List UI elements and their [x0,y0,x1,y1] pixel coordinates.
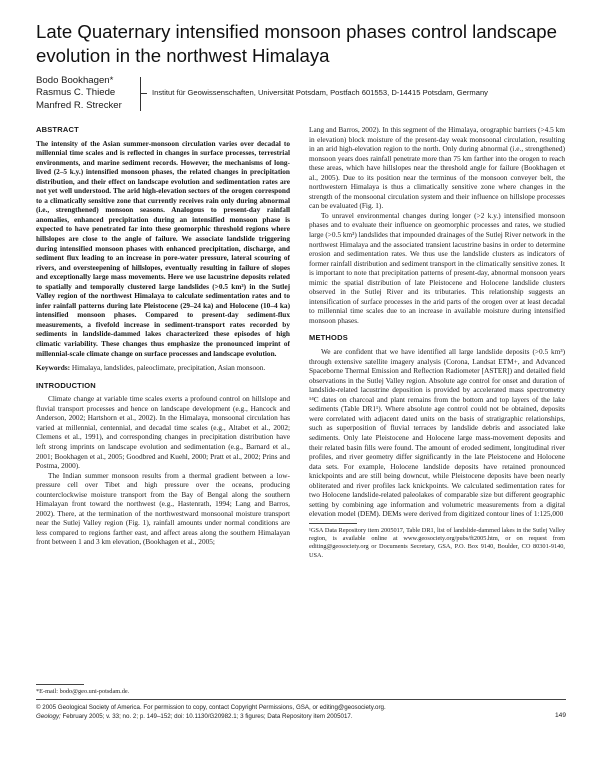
abstract-heading: ABSTRACT [36,125,79,134]
citation-line [36,713,566,722]
paper-title: Late Quaternary intensified monsoon phases control landscape evolution in the northwest Himalaya [36,21,557,66]
introduction-paragraph: Climate change at variable time scales exerts a profound control on hillslope and fluvial transport processes and hence on landscape development (e.g., Hancock and Anderson, 2002; Hartshorn et al., 2002). In the Himalaya, monsoonal circulation has varied at millennial, centennial, and decadal time scales (e.g., Altabet et al., 2002; Clemens et al., 1991), and corresponding changes in precipitation distribution have left strong imprints on landscape evolution and sedimentation (e.g., Barnard et al., 2001; Bookhagen et al., 2005; Goodbred and Kuehl, 2000; Pratt et al., 2002; Prins and Postma, 2000). [36,394,290,471]
page-number: 149 [554,712,566,719]
methods-paragraph: We are confident that we have identified all large landslide deposits (>0.5 km³) through extensive satellite imagery analysis (Corona, Landsat ETM+, and Advanced Spaceborne Thermal Emission and Reflection Radiometer [ASTER]) and detailed field observations in the Sutlej Valley region. Absolute age control for onset and duration of landslide-related lacustrine deposition is provided by accelerated mass spectrometry ¹⁴C dates on charcoal and plant remains from the bottom and top layers of the lake sediments (Table DR1¹). Where absolute age control could not be obtained, deposits were correlated with adjacent dated units on the basis of stratigraphic relationships, such as superposition of fluvial terraces by landslide debris and associated lake sediments. Only late Pleistocene and Holocene large mass-movement deposits and their related basin fills were found. The amount of eroded sediment, longitudinal river profiles, and river geometry differ significantly in the late Pleistocene and Holocene data sets. For example, Holocene landslide deposits have retained pronounced knickpoints and are still being downcut, while Pleistocene deposits have been nearly obliterated and river profiles lack knickpoints. We calculated sedimentation rates for two Holocene landslide-related paleolakes of comparable size but different geographic setting by combining age information and volumetric measurements from a digital elevation model (DEM). DEMs were derived from digitized contour lines of 1:125,000 [309,347,565,519]
body-paragraph: To unravel environmental changes during longer (>2 k.y.) intensified monsoon phases and to evaluate their influence on geomorphic processes and rates, we studied large (>0.5 km³) landslides that impounded drainages of the Sutlej River network in the northwest Himalaya and the associated transient lacustrine basins in order to determine erosion and sedimentation rates. We thus use the landslide clusters as indicators of former rainfall distribution and sediment transport in the climatically sensitive zones. It is important to note that precipitation patterns of present-day, abnormal monsoon years mimic the spatial distribution of late Pleistocene and Holocene landslide clusters observed in the Sutlej River and its tributaries. This relationship suggests an intensification of surface processes in the arid parts of the orogen over at least decadal to millennial time scales due to an increase in available moisture during intensified monsoon phases. [309,210,565,325]
author-bracket [136,77,141,111]
body-paragraph: Lang and Barros, 2002). In this segment of the Himalaya, orographic barriers (>4.5 km in elevation) block moisture of the present-day weak monsoonal circulation, resulting in an arid high-elevation region to the north. Only during abnormal (i.e., strengthened) monsoon years does rainfall penetrate more than 75 km farther into the orogen to reach these areas, which have hillslopes near the threshold angle for failure (Bookhagen et al., 2005). Due to its position near the terminus of the monsoon conveyer belt, the northwestern Himalaya is thus a climatically sensitive zone where changes in the strength of the monsoonal circulation system and their influence on hillslope processes can be evaluated (Fig. 1). [309,125,565,211]
keywords-text: Himalaya, landslides, paleoclimate, precipitation, Asian monsoon. [71,363,266,373]
introduction-heading: INTRODUCTION [36,380,96,390]
left-column [36,125,290,547]
data-repository-footnote: ¹GSA Data Repository item 2005017, Table DR1, list of landslide-dammed lakes in the Sutlej Valley region, is available online at www.geosociety.org/pubs/ft2005.htm, or on request from editing@geosociety.org or Documents Secretary, GSA, P.O. Box 9140, Boulder, CO 80301-9140, USA. [309,526,565,559]
journal-name: Geology; [36,712,61,720]
author-name: Bodo Bookhagen* [36,75,114,86]
author-name: Rasmus C. Thiede [36,87,116,99]
copyright-notice [36,704,566,721]
email-footnote: *E-mail: bodo@geo.uni-potsdam.de. [36,688,130,695]
abstract-text: The intensity of the Asian summer-monsoon circulation varies over decadal to millennial time scales and is reflected in changes in surface processes, terrestrial environments, and marine sediment records. However, the mechanisms of long-lived (2–5 k.y.) intensified monsoon phases, the related changes in precipitation distribution, and their effect on landscape evolution and sedimentation rates are not yet well understood. The arid high-elevation sectors of the orogen correspond to a climatically sensitive zone that currently receives rain only during abnormal (i.e., strengthened) monsoon seasons. Analogous to present-day rainfall anomalies, enhanced precipitation during an intensified monsoon phase is expected to have penetrated far into these geomorphic threshold regions where hillslopes are close to the angle of failure. We associate landslide triggering during intensified monsoon phases with enhanced precipitation, discharge, and sediment flux leading to an increase in pore-water pressure, lateral scouring of rivers, and oversteepening of hillslopes, eventually resulting in failure of slopes and exceptionally large mass movements. Here we use lacustrine deposits related to spatially and temporally clustered large landslides (>0.5 km³) in the Sutlej Valley region of the northwest Himalaya to calculate sedimentation rates and to infer rainfall patterns during late Pleistocene (29–24 ka) and Holocene (10–4 ka) intensified monsoon phases. Compared to present-day sediment-flux measurements, a fivefold increase in sediment-transport rates recorded by sediments in landslide-dammed lakes characterized these episodes of high climatic variability. These changes thus emphasize the pronounced imprint of millennial-scale climate change on surface processes and landscape evolution. [36,138,290,358]
citation-details: February 2005; v. 33; no. 2; p. 149–152; doi: 10.1130/G20982.1; 3 figures; Data Repository item 2005017. [60,712,353,720]
copyright-line: © 2005 Geological Society of America. For permission to copy, contact Copyright Permissions, GSA, or editing@geosociety.org. [36,704,386,711]
footnote-rule [309,523,357,524]
keywords-label: Keywords: [36,363,71,373]
affiliation: Institut für Geowissenschaften, Universität Potsdam, Postfach 601553, D-14415 Potsdam, Germany [152,88,488,97]
keywords [36,363,290,373]
email-footnote-block [36,680,290,696]
author-name: Manfred R. Strecker [36,99,122,111]
footnote-rule [36,684,84,685]
methods-heading: METHODS [309,333,348,343]
right-column [309,125,565,560]
introduction-paragraph: The Indian summer monsoon results from a thermal gradient between a low-pressure cell over Tibet and high pressure over the oceans, producing counterclockwise moisture transport from the Bay of Bengal along the southern Himalayan front toward the northwest (e.g., Hastenrath, 1994; Lang and Barros, 2002). There, at the termination of the northwestward monsoonal moisture transport near the Sutlej Valley region (Fig. 1), rainfall amounts under normal conditions are less compared to regions farther east, and affect areas along the southern Himalayan front between 1 and 3 km elevation, (Bookhagen et al., 2005; [36,470,290,547]
footer-rule [36,699,566,700]
author-bracket-dash [141,93,147,94]
